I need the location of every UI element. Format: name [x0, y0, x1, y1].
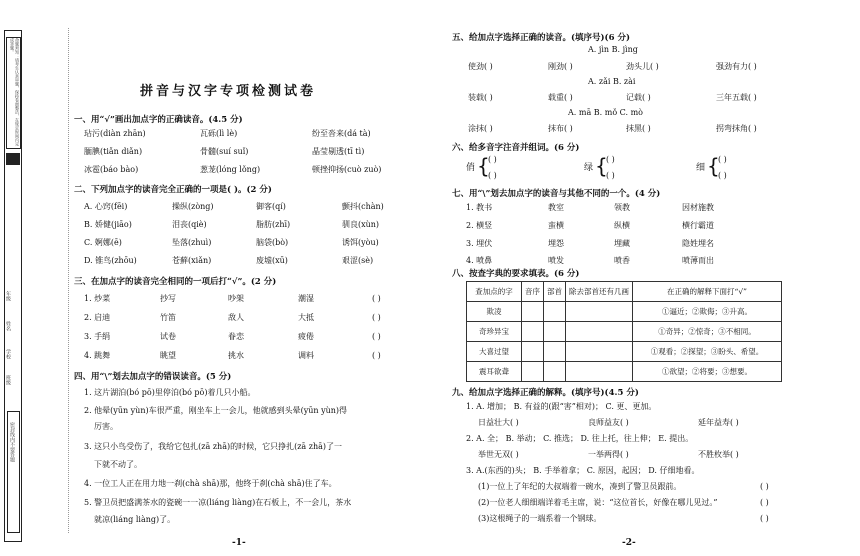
q3-item: 抄写 — [160, 294, 176, 303]
table-cell[interactable]: ①观看；②探望；③盼头、希望。 — [633, 342, 782, 362]
q2-item: A. 心窍(fēi) — [84, 202, 128, 211]
definition-line: 3. A.(东西的)头； B. 手举着拿； C. 原因，起因； D. 仔细地看。 — [466, 466, 700, 475]
answer-cell[interactable] — [522, 362, 544, 382]
q9-item[interactable]: 日益壮大( ) — [478, 418, 519, 427]
q5-item[interactable]: 抹黑( ) — [626, 124, 651, 133]
q5-item[interactable]: 抹布( ) — [548, 124, 573, 133]
q1-item: 腼腆(tiǎn diǎn) — [84, 147, 143, 156]
strip-marker — [6, 153, 20, 165]
q4-line: 下就不动了。 — [94, 460, 142, 469]
q1-item: 冰雹(báo bào) — [84, 165, 139, 174]
table-cell: 奇珍异宝 — [467, 322, 522, 342]
q5-item[interactable]: 强劲有力( ) — [716, 62, 757, 71]
q5-item[interactable]: 使劲( ) — [468, 62, 493, 71]
page-left — [0, 0, 428, 556]
q2-item: 艰涩(sè) — [342, 256, 374, 265]
page-title: 拼音与汉字专项检测试卷 — [140, 84, 317, 99]
q2-item: D. 锥鸟(zhōu) — [84, 256, 137, 265]
table-cell: 震耳欲聋 — [467, 362, 522, 382]
q3-item: 4. 跳舞 — [84, 351, 111, 360]
answer-blank[interactable]: ( ) — [488, 171, 497, 180]
q9-sentence: (1)一位上了年纪的大叔端着一碗水，凑到了警卫员跟前。 — [478, 482, 682, 491]
dictionary-table — [466, 281, 782, 382]
q7-item: 喷薄而出 — [682, 256, 714, 265]
column-header: 部首 — [544, 282, 566, 302]
school-field-label: 学校 — [5, 349, 11, 359]
table-cell[interactable]: ①奇异；②惊奇；③不相同。 — [633, 322, 782, 342]
table-row — [467, 362, 782, 382]
brace-icon: { — [707, 154, 720, 178]
q2-item: 脑袋(bò) — [256, 238, 289, 247]
grade-field-label: 年级 — [5, 291, 11, 301]
answer-cell[interactable] — [566, 362, 633, 382]
q3-item: 眺望 — [160, 351, 176, 360]
option-line: A. zǎi B. zài — [588, 77, 636, 86]
q2-item: 苍蘚(xiǎn) — [172, 256, 212, 265]
q1-item: 纷至沓来(dá tà) — [312, 129, 371, 138]
answer-blank[interactable]: ( ) — [372, 332, 381, 341]
answer-cell[interactable] — [544, 342, 566, 362]
q3-item: 挑水 — [228, 351, 244, 360]
q1-item: 顿挫抑扬(cuò zuò) — [312, 165, 382, 174]
q7-item: 埋怨 — [548, 239, 564, 248]
q2-item: C. 婀娜(ē) — [84, 238, 122, 247]
q7-item: 教室 — [548, 203, 564, 212]
q4-line: 厉害。 — [94, 422, 118, 431]
q7-item: 3. 埋伏 — [466, 239, 493, 248]
q7-item: 埋藏 — [614, 239, 630, 248]
column-header: 除去部首还有几画 — [566, 282, 633, 302]
seal-line-text: 密封线内不要答题 — [9, 422, 15, 462]
name-field-label: 姓名 — [5, 321, 11, 331]
brace-icon: { — [477, 154, 490, 178]
table-cell: 欺凌 — [467, 302, 522, 322]
q7-item: 横行霸道 — [682, 221, 714, 230]
answer-blank[interactable]: ( ) — [718, 171, 727, 180]
seal-box — [7, 411, 20, 533]
answer-blank[interactable]: ( ) — [372, 313, 381, 322]
table-row — [467, 322, 782, 342]
q3-item: 竹笛 — [160, 313, 176, 322]
q2-item: 坠落(zhuì) — [172, 238, 212, 247]
q9-item[interactable]: 一举两得( ) — [588, 450, 629, 459]
answer-cell[interactable] — [544, 302, 566, 322]
table-cell[interactable]: ①逼近；②欺侮；③升高。 — [633, 302, 782, 322]
q7-item: 喷香 — [614, 256, 630, 265]
q9-sentence: (3)这根绳子的一端系着一个钢球。 — [478, 514, 602, 523]
q7-item: 喷发 — [548, 256, 564, 265]
section-3-heading: 三、在加点字的读音完全相同的一项后打“√”。(2 分) — [74, 277, 277, 287]
section-8-heading: 八、按查字典的要求填表。(6 分) — [452, 269, 580, 279]
q2-item: 御客(qí) — [256, 202, 286, 211]
q5-item[interactable]: 装载( ) — [468, 93, 493, 102]
section-9-heading: 九、给加点字选择正确的解释。(填序号)(4.5 分) — [452, 388, 639, 398]
q9-item[interactable]: 举世无双( ) — [478, 450, 519, 459]
q1-item: 葱茏(lóng lǒng) — [200, 165, 261, 174]
exam-notice: 命题须知：请考生认真审题，保持卷面整洁，在规定时间内完成答题。 — [6, 37, 21, 149]
q3-item: 眷恋 — [228, 332, 244, 341]
q9-item[interactable]: 良师益友( ) — [588, 418, 629, 427]
answer-cell[interactable] — [566, 302, 633, 322]
section-2-heading: 二、下列加点字的读音完全正确的一项是( )。(2 分) — [74, 185, 272, 195]
answer-blank[interactable]: ( ) — [606, 155, 615, 164]
answer-cell[interactable] — [544, 322, 566, 342]
q4-line: 5. 警卫员把盛满茶水的瓷碗一一凉(liáng liàng)在石板上，不一会儿，茶水 — [84, 498, 352, 507]
q2-item: 诱饵(yòu) — [342, 238, 379, 247]
q7-item: 2. 横竖 — [466, 221, 493, 230]
answer-cell[interactable] — [544, 362, 566, 382]
table-row — [467, 342, 782, 362]
q4-line: 3. 这只小鸟受伤了，我给它包扎(zā zhā)的时候，它只挣扎(zā zhā)了一 — [84, 442, 342, 451]
table-header-row — [467, 282, 782, 302]
q4-line: 就凉(liáng liàng)了。 — [94, 515, 176, 524]
answer-blank[interactable]: ( ) — [760, 514, 769, 523]
q3-item: 疲倦 — [298, 332, 314, 341]
binding-strip — [4, 30, 22, 542]
polyphone-char: 细 — [696, 163, 706, 173]
answer-blank[interactable]: ( ) — [372, 294, 381, 303]
q5-item[interactable]: 载重( ) — [548, 93, 573, 102]
q7-item: 领教 — [614, 203, 630, 212]
answer-blank[interactable]: ( ) — [488, 155, 497, 164]
q3-item: 大抵 — [298, 313, 314, 322]
q2-item: 颤抖(chàn) — [342, 202, 384, 211]
q9-item[interactable]: 不胜枚举( ) — [698, 450, 739, 459]
q3-item: 潮湿 — [298, 294, 314, 303]
q2-item: B. 娇健(jiāo) — [84, 220, 132, 229]
q2-item: 驯良(xùn) — [342, 220, 380, 229]
q4-line: 1. 这片湖泊(bó pō)里停泊(bó pō)着几只小船。 — [84, 388, 256, 397]
q9-item[interactable]: 延年益寿( ) — [698, 418, 739, 427]
q5-item[interactable]: 记载( ) — [626, 93, 651, 102]
q7-item: 蛮横 — [548, 221, 564, 230]
q5-item[interactable]: 刚劲( ) — [548, 62, 573, 71]
q2-item: 操纵(zòng) — [172, 202, 214, 211]
q3-item: 1. 炒菜 — [84, 294, 111, 303]
page-number: -2- — [622, 538, 636, 548]
answer-cell[interactable] — [522, 342, 544, 362]
q5-item[interactable]: 涂抹( ) — [468, 124, 493, 133]
q3-item: 2. 启迪 — [84, 313, 111, 322]
q4-line: 4. 一位工人正在用力地一刹(chà shā)那，他终于刹(chà shā)住了车。 — [84, 479, 337, 488]
table-cell[interactable]: ①欲望；②将要；③想要。 — [633, 362, 782, 382]
section-5-heading: 五、给加点字选择正确的读音。(填序号)(6 分) — [452, 33, 630, 43]
q7-item: 1. 教书 — [466, 203, 493, 212]
q7-item: 因材施教 — [682, 203, 714, 212]
q5-item[interactable]: 三年五载( ) — [716, 93, 757, 102]
section-7-heading: 七、用“\”划去加点字的读音与其他不同的一个。(4 分) — [452, 189, 661, 199]
answer-cell[interactable] — [522, 302, 544, 322]
definition-line: 1. A. 增加； B. 有益的(跟“害”相对)； C. 更、更加。 — [466, 402, 657, 411]
answer-blank[interactable]: ( ) — [372, 351, 381, 360]
q2-item: 脂肪(zhī) — [256, 220, 291, 229]
polyphone-char: 绿 — [584, 163, 594, 173]
table-cell: 大喜过望 — [467, 342, 522, 362]
q1-item: 瓦砾(lì lè) — [200, 129, 238, 138]
column-header: 在正确的解释下面打“√” — [633, 282, 782, 302]
q3-item: 调料 — [298, 351, 314, 360]
answer-blank[interactable]: ( ) — [760, 498, 769, 507]
section-1-heading: 一、用“√”画出加点字的正确读音。(4.5 分) — [74, 115, 243, 125]
answer-cell[interactable] — [522, 322, 544, 342]
q3-item: 吵架 — [228, 294, 244, 303]
answer-cell[interactable] — [566, 342, 633, 362]
answer-cell[interactable] — [566, 322, 633, 342]
polyphone-char: 俏 — [466, 163, 476, 173]
section-6-heading: 六、给多音字注音并组词。(6 分) — [452, 143, 580, 153]
q1-item: 骨髓(suí suǐ) — [200, 147, 249, 156]
q5-item[interactable]: 劲头儿( ) — [626, 62, 659, 71]
q2-item: 废墟(xū) — [256, 256, 288, 265]
q7-item: 4. 喷鼻 — [466, 256, 493, 265]
column-header: 查加点的字 — [467, 282, 522, 302]
q3-item: 3. 手绢 — [84, 332, 111, 341]
definition-line: 2. A. 全； B. 举动； C. 推选； D. 往上托，往上伸； E. 提出。 — [466, 434, 694, 443]
seal-dotted-line — [68, 28, 69, 533]
answer-blank[interactable]: ( ) — [606, 171, 615, 180]
answer-blank[interactable]: ( ) — [718, 155, 727, 164]
option-line: A. mā B. mǒ C. mò — [568, 108, 643, 117]
q3-item: 试卷 — [160, 332, 176, 341]
q2-item: 泪丧(qiè) — [172, 220, 207, 229]
section-4-heading: 四、用“\”划去加点字的错误读音。(5 分) — [74, 372, 232, 382]
option-line: A. jìn B. jìng — [588, 45, 638, 54]
answer-blank[interactable]: ( ) — [760, 482, 769, 491]
q1-item: 玷污(diàn zhān) — [84, 129, 146, 138]
q7-item: 隐姓埋名 — [682, 239, 714, 248]
q7-item: 纵横 — [614, 221, 630, 230]
q1-item: 晶莹剔透(tī tì) — [312, 147, 365, 156]
q9-sentence: (2)一位老人细细端详着毛主席，说：“这位首长，好像在哪儿见过。” — [478, 498, 718, 507]
class-field-label: 班级 — [5, 375, 11, 385]
table-row — [467, 302, 782, 322]
page-number: -1- — [232, 538, 246, 548]
q5-item[interactable]: 拐弯抹角( ) — [716, 124, 757, 133]
q4-line: 2. 他晕(yūn yùn)车很严重，刚坐车上一会儿，他就感到头晕(yūn yùn)得 — [84, 406, 348, 415]
column-header: 音序 — [522, 282, 544, 302]
brace-icon: { — [595, 154, 608, 178]
q3-item: 敌人 — [228, 313, 244, 322]
